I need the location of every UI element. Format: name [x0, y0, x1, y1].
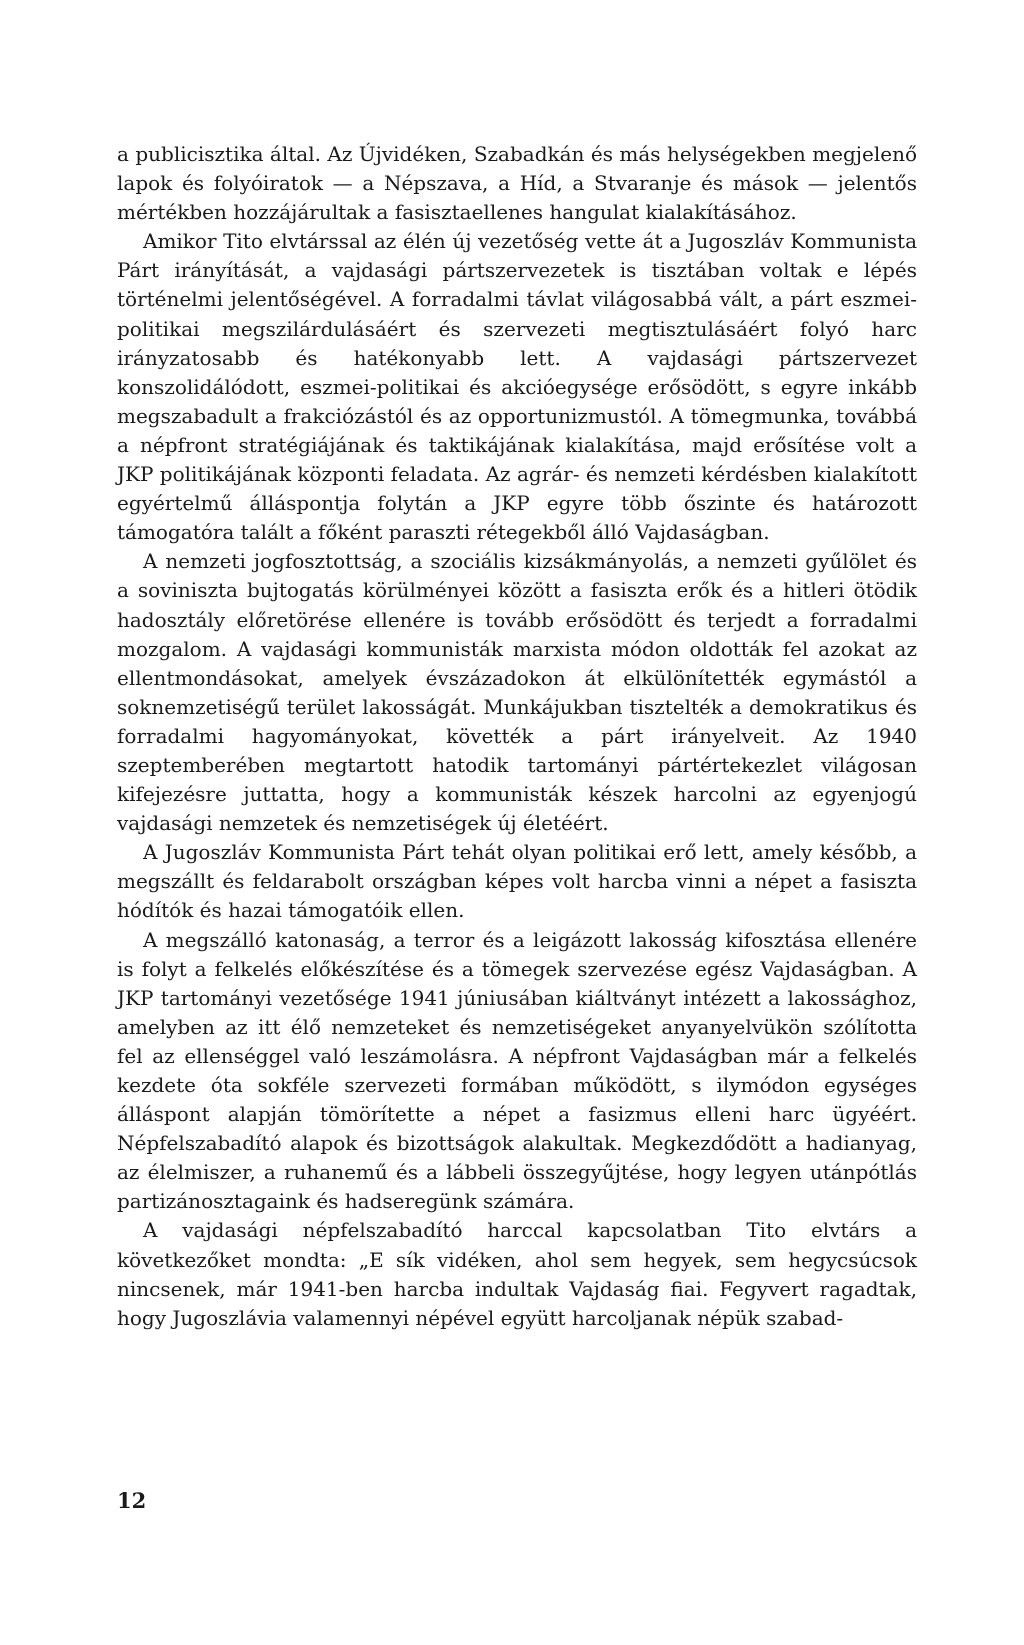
paragraph-1: a publicisztika által. Az Újvidéken, Szabadkán és más helységekben megjelenő lapok és folyóiratok — a Népszava, a Híd, a Stvaranje és mások — jelentős mértékben hozzájárultak a fasisztaellenes hangulat kialakításához.	[117, 142, 917, 225]
paragraph-4: A Jugoszláv Kommunista Párt tehát olyan politikai erő lett, amely később, a megszállt és feldarabolt országban képes volt harcba vinni a népet a fasiszta hódítók és hazai támogatóik ellen.	[117, 840, 917, 923]
paragraph-2: Amikor Tito elvtárssal az élén új vezetőség vette át a Jugoszláv Kommunista Párt irányítását, a vajdasági pártszervezetek is tisztában voltak e lépés történelmi jelentőségével. A forradalmi távlat világosabbá vált, a párt eszmei-politikai megszilárdulásáért és szervezeti megtisztulásáért folyó harc irányzatosabb és hatékonyabb lett. A vajdasági pártszervezet konszolidálódott, eszmei-politikai és akcióegysége erősödött, s egyre inkább megszabadult a frakciózástól és az opportunizmustól. A tömegmunka, továbbá a népfront stratégiájának és taktikájának kialakítása, majd erősítése volt a JKP politikájának központi feladata. Az agrár- és nemzeti kérdésben kialakított egyértelmű álláspontja folytán a JKP egyre több őszinte és határozott támogatóra talált a főként paraszti rétegekből álló Vajdaságban.	[117, 229, 917, 545]
paragraph-6: A vajdasági népfelszabadító harccal kapcsolatban Tito elvtárs a következőket mondta: „E sík vidéken, ahol sem hegyek, sem hegycsúcsok nincsenek, már 1941-ben harcba indultak Vajdaság fiai. Fegyvert ragadtak, hogy Jugoszlávia valamennyi népével együtt harcoljanak népük szabad-	[117, 1218, 917, 1330]
paragraph-3: A nemzeti jogfosztottság, a szociális kizsákmányolás, a nemzeti gyűlölet és a soviniszta bujtogatás körülményei között a fasiszta erők és a hitleri ötödik hadosztály előretörése ellenére is tovább erősödött és terjedt a forradalmi mozgalom. A vajdasági kommunisták marxista módon oldották fel azokat az ellentmondásokat, amelyek évszázadokon át elkülönítették egymástól a soknemzetiségű terület lakosságát. Munkájukban tisztelték a demokratikus és forradalmi hagyományokat, követték a párt irányelveit. Az 1940 szeptemberében megtartott hatodik tartományi pártértekezlet világosan kifejezésre juttatta, hogy a kommunisták készek harcolni az egyenjogú vajdasági nemzetek és nemzetiségek új életéért.	[117, 549, 917, 836]
page-number: 12	[117, 1488, 147, 1513]
body-text	[117, 140, 917, 1333]
paragraph-5: A megszálló katonaság, a terror és a leigázott lakosság kifosztása ellenére is folyt a felkelés előkészítése és a tömegek szervezése egész Vajdaságban. A JKP tartományi vezetősége 1941 júniusában kiáltványt intézett a lakossághoz, amelyben az itt élő nemzeteket és nemzetiségeket anyanyelvükön szólította fel az ellenséggel való leszámolásra. A népfront Vajdaságban már a felkelés kezdete óta sokféle szervezeti formában működött, s ilymódon egységes álláspont alapján tömörítette a népet a fasizmus elleni harc ügyéért. Népfelszabadító alapok és bizottságok alakultak. Megkezdődött a hadianyag, az élelmiszer, a ruhanemű és a lábbeli összegyűjtése, hogy legyen utánpótlás partizánosztagaink és hadseregünk számára.	[117, 927, 917, 1214]
